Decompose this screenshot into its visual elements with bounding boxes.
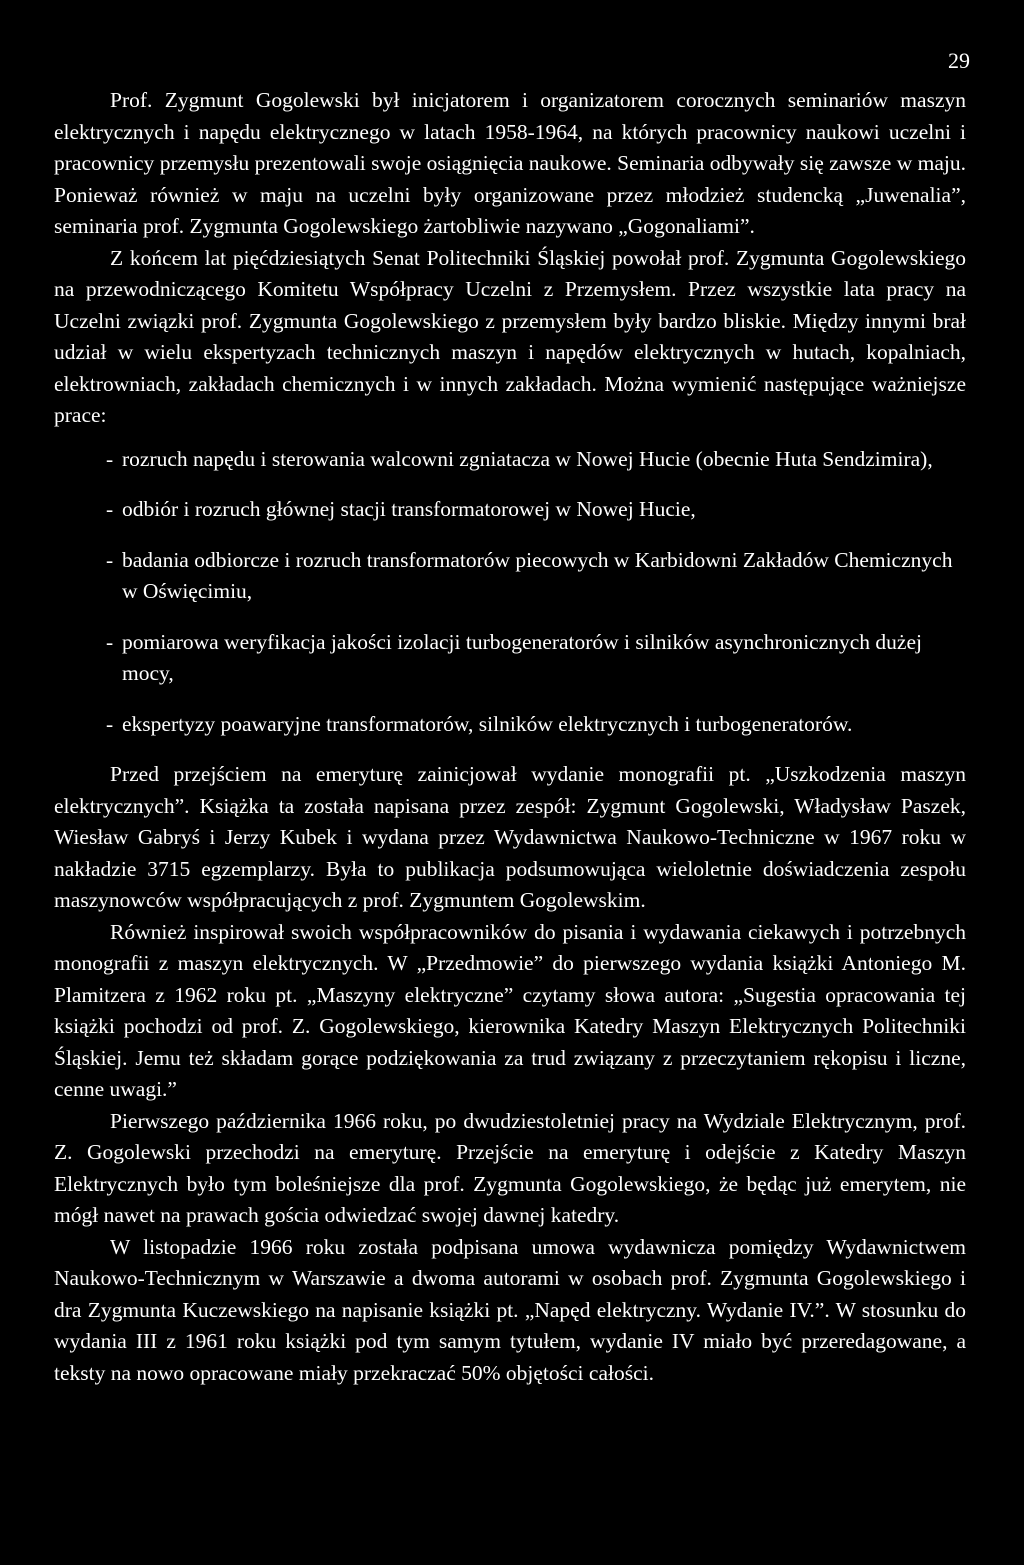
list-item (54, 709, 966, 741)
paragraph-seminars: Prof. Zygmunt Gogolewski był inicjatorem i organizatorem corocznych seminariów maszyn elektrycznych i napędu elektrycznego w latach 1958-1964, na których pracownicy naukowi uczelni i pracownicy przemysłu prezentowali swoje osiągnięcia naukowe. Seminaria odbywały się zawsze w maju. Ponieważ również w maju na uczelni były organizowane przez młodzież studencką „Juwenalia”, seminaria prof. Zygmunta Gogolewskiego żartobliwie nazywano „Gogonaliami”. (54, 88, 966, 238)
paragraph-industry: Z końcem lat pięćdziesiątych Senat Politechniki Śląskiej powołał prof. Zygmunta Gogolewskiego na przewodniczącego Komitetu Współpracy Uczelni z Przemysłem. Przez wszystkie lata pracy na Uczelni związki prof. Zygmunta Gogolewskiego z przemysłem były bardzo bliskie. Między innymi brał udział w wielu ekspertyzach technicznych maszyn i napędów elektrycznych w hutach, kopalniach, elektrowniach, zakładach chemicznych i w innych zakładach. Można wymienić następujące ważniejsze prace: (54, 245, 966, 427)
list-item-text: pomiarowa weryfikacja jakości izolacji turbogeneratorów i silników asynchronicznych dużej mocy, (122, 629, 922, 685)
list-item-text: rozruch napędu i sterowania walcowni zgniatacza w Nowej Hucie (obecnie Huta Sendzimira), (122, 446, 933, 471)
paragraph-retirement: Pierwszego października 1966 roku, po dwudziestoletniej pracy na Wydziale Elektrycznym, prof. Z. Gogolewski przechodzi na emeryturę. Przejście na emeryturę i odejście z Katedry Maszyn Elektrycznych było tym boleśniejsze dla prof. Zygmunta Gogolewskiego, że będąc już emerytem, nie mógł nawet na prawach gościa odwiedzać swojej dawnej katedry. (54, 1108, 966, 1227)
list-item (54, 545, 966, 608)
list-item (54, 627, 966, 690)
list-item (54, 444, 966, 476)
list-dash: - (106, 629, 114, 654)
list-dash: - (106, 547, 114, 572)
list-item-text: ekspertyzy poawaryjne transformatorów, silników elektrycznych i turbogeneratorów. (122, 711, 853, 736)
paragraph-contract: W listopadzie 1966 roku została podpisana umowa wydawnicza pomiędzy Wydawnictwem Naukowo-Technicznym w Warszawie a dwoma autorami w osobach prof. Zygmunta Gogolewskiego i dra Zygmunta Kuczewskiego na napisanie książki pt. „Napęd elektryczny. Wydanie IV.”. W stosunku do wydania III z 1961 roku książki pod tym samym tytułem, wydanie IV miało być przeredagowane, a teksty na nowo opracowane miały przekraczać 50% objętości całości. (54, 1234, 966, 1385)
list-item-text: badania odbiorcze i rozruch transformatorów piecowych w Karbidowni Zakładów Chemicznych w Oświęcimiu, (122, 547, 953, 603)
list-dash: - (106, 497, 114, 521)
list-item-text: odbiór i rozruch głównej stacji transformatorowej w Nowej Hucie, (122, 497, 696, 521)
paragraph-monograph: Przed przejściem na emeryturę zainicjował wydanie monografii pt. „Uszkodzenia maszyn elektrycznych”. Książka ta została napisana przez zespół: Zygmunt Gogolewski, Władysław Paszek, Wiesław Gabryś i Jerzy Kubek i wydana przez Wydawnictwa Naukowo-Techniczne w 1967 roku w nakładzie 3715 egzemplarzy. Była to publikacja podsumowująca wieloletnie doświadczenia zespołu maszynowców współpracujących z prof. Zygmuntem Gogolewskim. (54, 762, 966, 912)
list-dash: - (106, 446, 114, 471)
body-text (54, 85, 966, 1389)
paragraph-inspiration: Również inspirował swoich współpracowników do pisania i wydawania ciekawych i potrzebnych monografii z maszyn elektrycznych. W „Przedmowie” do pierwszego wydania książki Antoniego M. Plamitzera z 1962 roku pt. „Maszyny elektryczne” czytamy słowa autora: „Sugestia opracowania tej książki pochodzi od prof. Z. Gogolewskiego, kierownika Katedry Maszyn Elektrycznych Politechniki Śląskiej. Jemu też składam gorące podziękowania za trud związany z przeczytaniem rękopisu i liczne, cenne uwagi.” (54, 919, 966, 1101)
works-list (54, 444, 966, 741)
list-dash: - (106, 711, 114, 736)
list-item (54, 494, 966, 526)
page-number: 29 (948, 48, 970, 73)
